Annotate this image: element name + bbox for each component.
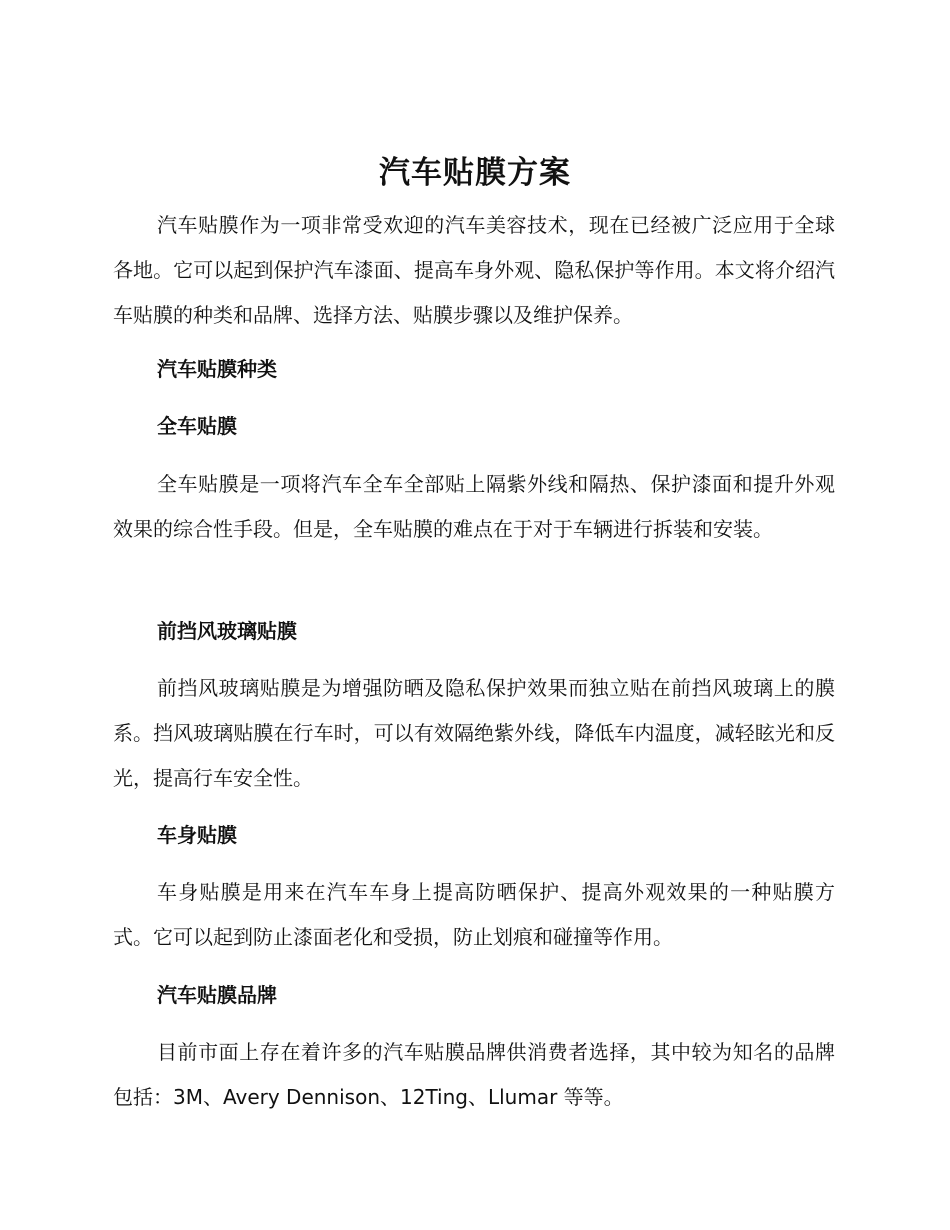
subheading-windshield: 前挡风玻璃贴膜 bbox=[157, 619, 297, 643]
subheading-full-car: 全车贴膜 bbox=[157, 414, 237, 438]
paragraph-full-car: 全车贴膜是一项将汽车全车全部贴上隔紫外线和隔热、保护漆面和提升外观效果的综合性手段。但是，全车贴膜的难点在于对于车辆进行拆装和安装。 bbox=[113, 472, 835, 541]
paragraph-windshield: 前挡风玻璃贴膜是为增强防晒及隐私保护效果而独立贴在前挡风玻璃上的膜系。挡风玻璃贴膜在行车时，可以有效隔绝紫外线，降低车内温度，减轻眩光和反光，提高行车安全性。 bbox=[113, 676, 835, 790]
section-heading-types: 汽车贴膜种类 bbox=[157, 357, 277, 381]
section-heading-brands: 汽车贴膜品牌 bbox=[157, 983, 277, 1007]
intro-paragraph: 汽车贴膜作为一项非常受欢迎的汽车美容技术，现在已经被广泛应用于全球各地。它可以起到保护汽车漆面、提高车身外观、隐私保护等作用。本文将介绍汽车贴膜的种类和品牌、选择方法、贴膜步骤以及维护保养。 bbox=[113, 213, 835, 327]
paragraph-body-film: 车身贴膜是用来在汽车车身上提高防晒保护、提高外观效果的一种贴膜方式。它可以起到防止漆面老化和受损，防止划痕和碰撞等作用。 bbox=[113, 880, 835, 949]
document-title: 汽车贴膜方案 bbox=[379, 155, 571, 191]
paragraph-brands: 目前市面上存在着许多的汽车贴膜品牌供消费者选择，其中较为知名的品牌包括：3M、Avery Dennison、12Ting、Llumar 等等。 bbox=[113, 1040, 835, 1109]
subheading-body-film: 车身贴膜 bbox=[157, 823, 237, 847]
